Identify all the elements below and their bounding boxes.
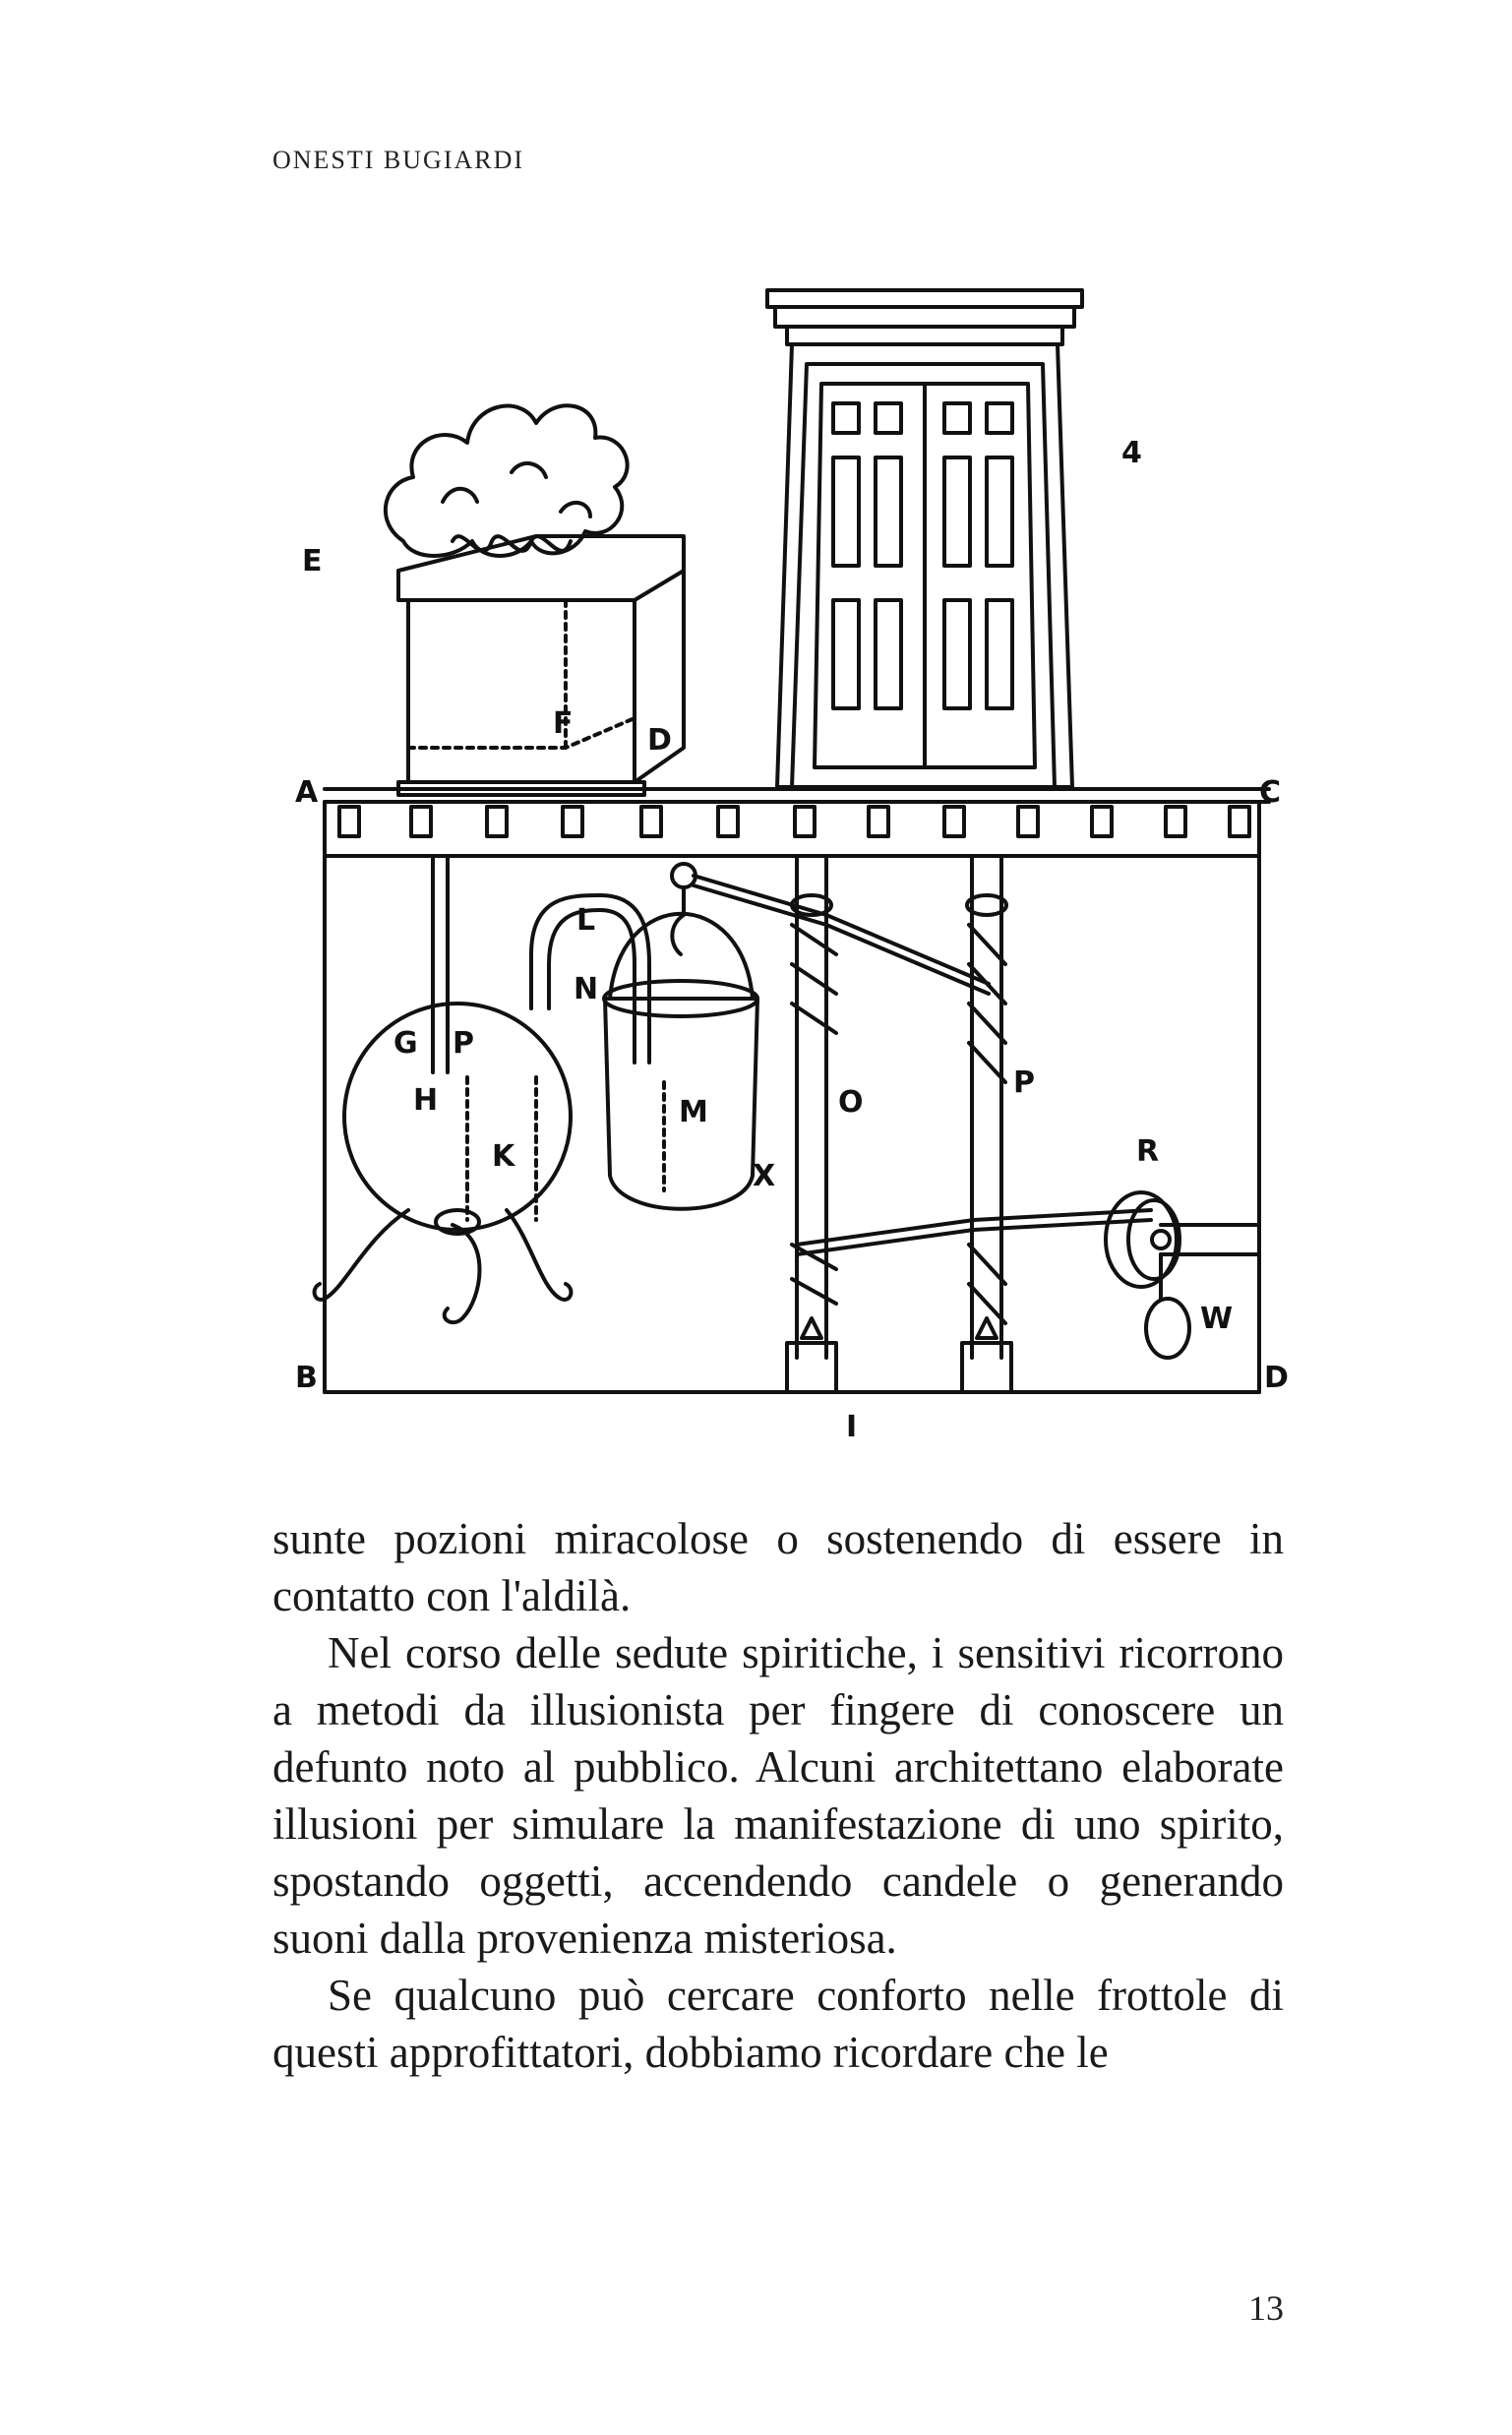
label-x: X [753, 1159, 776, 1193]
label-h: H [413, 1083, 439, 1118]
label-d-top: D [647, 723, 672, 758]
label-o: O [838, 1085, 864, 1120]
mechanism-diagram [295, 275, 1289, 1446]
chamber [325, 856, 1259, 1392]
label-k: K [492, 1139, 515, 1174]
label-c: C [1259, 775, 1282, 810]
paragraph-2: Nel corso delle sedute spiritiche, i sensitivi ricorrono a metodi da illusionista per fingere di conoscere un defunto noto al pubblico. Alcuni architettano elaborate illusioni per simulare la manifestazione di uno spirito, spostando oggetti, accendendo candele o generando suoni dalla provenienza misteriosa. [272, 1628, 1284, 1963]
label-w: W [1200, 1302, 1234, 1336]
label-p-small: P [453, 1026, 474, 1061]
paragraph-1: sunte pozioni miracolose o sostenendo di essere in contatto con l'aldilà. [272, 1514, 1284, 1620]
label-b: B [295, 1361, 318, 1395]
label-e: E [302, 544, 323, 578]
running-title: ONESTI BUGIARDI [272, 146, 525, 174]
smoke-cloud [386, 405, 628, 556]
label-i: I [846, 1410, 858, 1444]
label-n: N [574, 972, 599, 1006]
altar [398, 536, 684, 600]
label-l: L [576, 903, 596, 938]
label-m: M [679, 1095, 708, 1129]
body-text [272, 1510, 1284, 2081]
page-number: 13 [1248, 2288, 1284, 2328]
temple-doors-mechanism-illustration [295, 275, 1289, 1446]
paragraph-3: Se qualcuno può cercare conforto nelle frottole di questi approfittatori, dobbiamo ricordare che le [272, 1971, 1284, 2077]
label-g: G [393, 1026, 418, 1061]
label-a: A [295, 775, 319, 810]
label-d-bottom: D [1264, 1361, 1289, 1395]
label-f: F [553, 706, 574, 741]
figure-number: 4 [1121, 436, 1142, 470]
label-p: P [1013, 1065, 1035, 1100]
label-r: R [1136, 1134, 1160, 1169]
weight-w [1146, 1299, 1189, 1358]
